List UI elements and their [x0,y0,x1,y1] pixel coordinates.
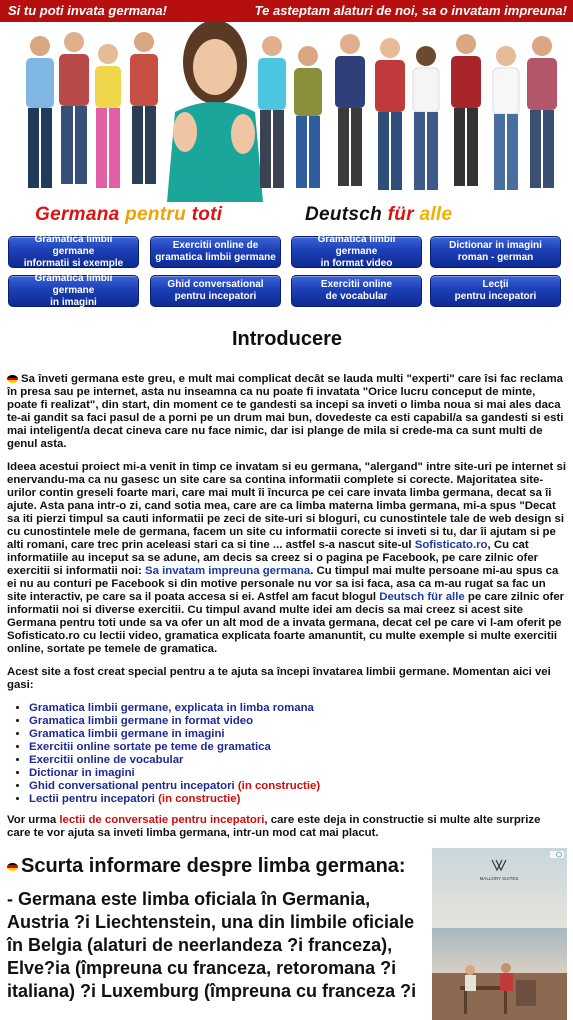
main-content [7,320,567,850]
info-heading [7,855,427,878]
feature-link[interactable]: Dictionar in imagini [29,767,135,779]
list-item [29,767,567,780]
list-item [29,741,567,754]
ad-image [432,848,567,1020]
nav-button-line: Exercitii online [320,279,393,290]
logo-deutsch-fur-alle [305,204,452,226]
construction-note: (in constructie) [237,780,321,792]
nav-button-exercitii-gramatica[interactable] [150,236,281,268]
list-item [29,780,567,793]
logo-word: für [387,204,414,225]
nav-button-line: pentru incepatori [454,291,537,302]
nav-button-lectii[interactable] [430,275,561,307]
list-item [29,793,567,806]
facebook-page-link[interactable]: Sa invatam impreuna germana [144,565,311,577]
nav-button-line: Lecții [482,279,509,290]
nav-button-gramatica-imagini[interactable] [8,275,139,307]
nav-button-line: roman - german [457,252,534,263]
feature-link[interactable]: Ghid conversational pentru incepatori [29,780,235,792]
features-list [7,702,567,806]
feature-link[interactable]: Gramatica limbii germane, explicata in limba romana [29,702,314,714]
nav-button-ghid-conversational[interactable] [150,275,281,307]
nav-button-line: Exercitii online de [172,240,259,251]
nav-button-line: informatii si exemple [23,258,124,269]
header-banner [0,0,573,230]
logo-word: alle [419,204,453,225]
logo-word: Germana [35,204,120,225]
nav-button-exercitii-vocabular[interactable] [291,275,422,307]
nav-button-line: in imagini [50,297,97,308]
sofisticato-link[interactable]: Sofisticato.ro [414,539,488,551]
paragraph-text: . Cu timpul mai multe persoane mi-au spus ca ei nu au conturi pe Facebook si din motive personale nu vor sa isi faca, asa ca m-au rugat sa fac un site interactiv, pe care sa il poata accesa si ei. Astfel am facut blogul [7,565,559,603]
paragraph-text: , care este deja in constructie si multe alte surprize care te vor ajuta sa inveti limba germana, intr-un mod cat mai placut. [7,814,541,839]
nav-button-line: pentru incepatori [174,291,257,302]
intro-paragraph-4 [7,814,567,840]
feature-link[interactable]: Lectii pentru incepatori [29,793,155,805]
nav-button-gramatica[interactable] [8,236,139,268]
list-item [29,702,567,715]
banner-slogan-left: Si tu poti invata germana! [8,3,167,18]
nav-button-line: Dictionar in imagini [449,240,542,251]
nav-button-gramatica-video[interactable] [291,236,422,268]
feature-link[interactable]: Exercitii online de vocabular [29,754,184,766]
nav-button-line: in format video [320,258,393,269]
logo-word: Deutsch [305,204,383,225]
paragraph-text: , Cu cat informatiile au inceput sa se adune, am decis sa creez si o pagina pe Facebook, pe care zilnic ofer exercitii si informatii noi: [7,539,539,577]
intro-paragraph-1-text: Sa înveti germana este greu, e mult mai complicat decât se lauda multi "experti" care îsi fac reclama în presa sau pe internet, asta nu inseamna ca nu poate fi invatata "Orice lucru conceput de minte, poate fi realizat", din start, din moment ce te gandesti sa incepi sa inveti o limba noua si mai ales daca te-ai gandit sa faci pasul de a porni pe un drum mai bun, dovedeste ca esti capabil/a sa gandesti si esti mai inteligent/a decat cineva care nu face nimic, dar isi plange de mila si crede-ma ca sunt multi de genul asta. [7,373,564,450]
paragraph-text: pe care zilnic ofer informatii noi si diverse exercitii. Cu timpul avand multe idei am decis sa mai creez si acest site Germana pentru toti unde sa va ofer un alt mod de a invata germana, decat cel pe care vi l-am oferit pe Sofisticato.ro cu lectii video, gramatica explicata foarte amanuntit, cu multe exemple si multe exercitii online, sortate pe temele de gramatica. [7,591,565,655]
conversation-lessons-link[interactable]: lectii de conversatie pentru incepatori [59,814,265,826]
logo-word: toti [191,204,223,225]
page-title: Introducere [231,328,343,350]
feature-link[interactable]: Gramatica limbii germane in imagini [29,728,225,740]
info-section [7,855,427,1003]
nav-button-line: Gramatica limbii germane [317,234,396,257]
nav-button-line: Gramatica limbii germane [34,273,113,296]
paragraph-text: Vor urma [7,814,60,826]
intro-paragraph-1 [7,373,567,451]
info-heading-text: Scurta informare despre limba germana: [21,855,406,877]
intro-paragraph-2 [7,461,567,656]
intro-paragraph-3: Acest site a fost creat special pentru a te ajuta sa începi învatarea limbii germane. Momentan aici vei gasi: [7,666,551,691]
nav-button-line: de vocabular [325,291,388,302]
nav-button-line: Gramatica limbii germane [34,234,113,257]
german-flag-icon [7,863,18,871]
banner-people-image [0,22,573,202]
banner-slogan-right: Te asteptam alaturi de noi, sa o invatam impreuna! [254,3,567,18]
info-paragraph: - Germana este limba oficiala în Germania, Austria ?i Liechtenstein, una din limbile oficiale în Belgia (alaturi de neerlandeza ?i franceza), Elve?ia (împreuna cu franceza, retoromana ?i italiana) ?i Luxemburg (împreuna cu franceza ?i [7,889,417,1001]
german-flag-icon [7,375,18,383]
logo-germana-pentru-toti [35,204,222,226]
construction-note: (in constructie) [158,793,241,805]
nav-button-line: gramatica limbii germane [155,252,276,263]
list-item [29,754,567,767]
advertisement[interactable] [432,848,567,1020]
paragraph-text: Ideea acestui proiect mi-a venit in timp ce invatam si eu germana, "alergand" intre site-uri pe internet si enervandu-ma ca nu gasesc un site care sa contina informatii complete si corecte. Majoritatea site-urilor contin greseli foarte mari, care mai mult îi încurca pe cei care invata limba germana, decat sa îi ajute. Asta pana intr-o zi, cand sotia mea, care are ca limba materna limba germana, mi-a spus "Decat sa iti pierzi timpul sa cauti informatii pe zeci de site-uri si bloguri, cu cunostintele tale de web design si cu cunostintele mele de germana, facem un site cu informatii corecte si inveti si tu, dar îi ajutam si pe alti romani, care trec prin aceleasi stari ca si tine ... astfel s-a nascut site-ul [7,461,566,551]
deutsch-fur-alle-link[interactable]: Deutsch für alle [379,591,465,603]
nav-button-line: Ghid conversational [167,279,264,290]
logo-word: pentru [125,204,186,225]
feature-link[interactable]: Gramatica limbii germane in format video [29,715,254,727]
list-item [29,728,567,741]
list-item [29,715,567,728]
feature-link[interactable]: Exercitii online sortate pe teme de gramatica [29,741,271,753]
nav-button-dictionar[interactable] [430,236,561,268]
ad-brand: MALLORY SUITES [479,876,519,881]
